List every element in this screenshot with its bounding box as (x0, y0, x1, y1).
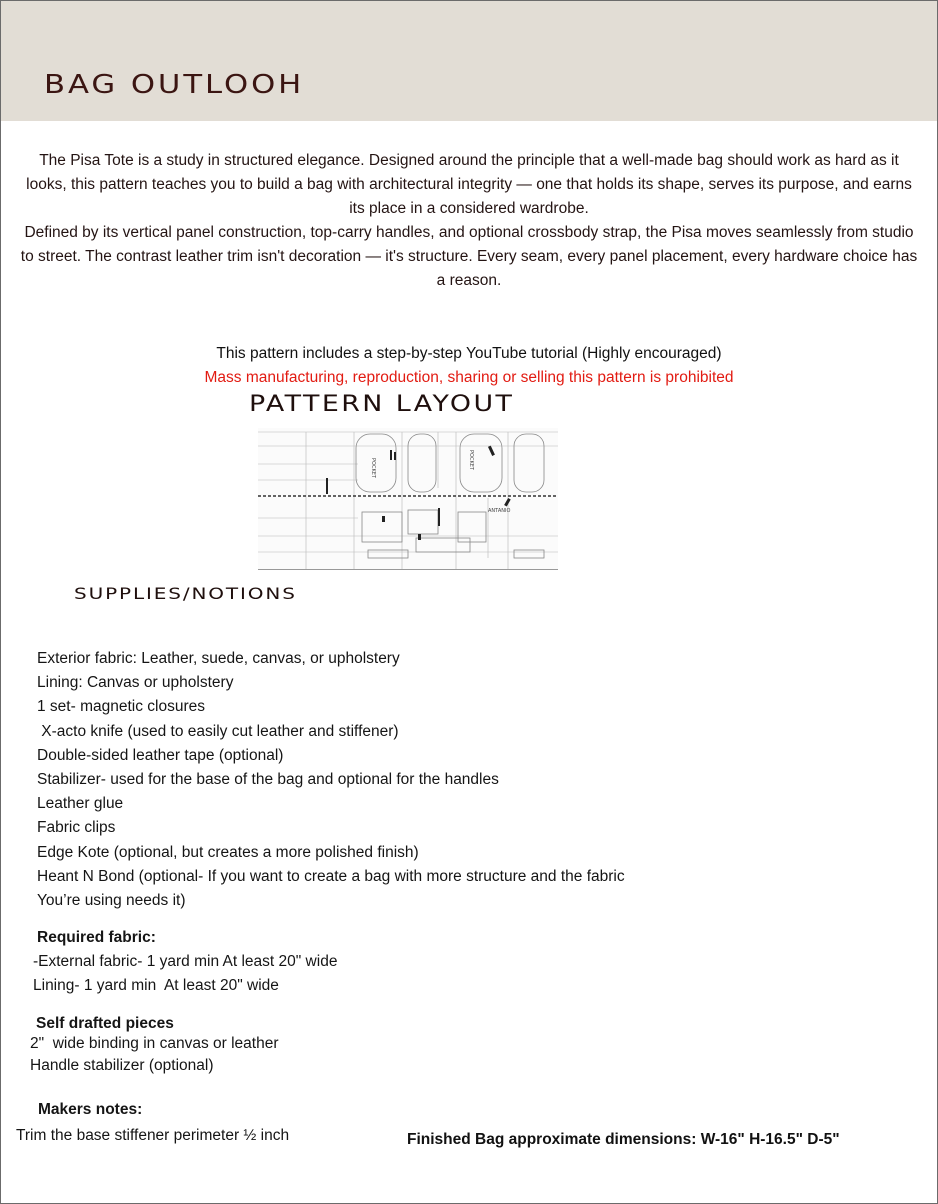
notice-block (0, 342, 938, 390)
tutorial-note: This pattern includes a step-by-step YouTube tutorial (Highly encouraged) (216, 345, 722, 362)
self-drafted-heading: Self drafted pieces (36, 1015, 174, 1032)
page-title: BAG OUTLOOH (44, 70, 305, 100)
supply-item: You’re using needs it) (37, 892, 186, 910)
fabric-line: -External fabric- 1 yard min At least 20" wide (33, 953, 338, 970)
supply-item: Leather glue (37, 795, 124, 813)
pattern-layout-drawing (258, 428, 558, 569)
intro-paragraph-2: Defined by its vertical panel construction, top-carry handles, and optional crossbody strap, the Pisa moves seamlessly from studio to street. The contrast leather trim isn't decoration — it's structure. Every seam, every panel placement, every hardware choice has a reason. (20, 224, 918, 289)
supply-item: Double-sided leather tape (optional) (37, 746, 284, 764)
drafted-line: 2" wide binding in canvas or leather (30, 1035, 279, 1052)
intro-text (18, 149, 920, 293)
intro-paragraph-1: The Pisa Tote is a study in structured elegance. Designed around the principle that a well-made bag should work as hard as it looks, this pattern teaches you to build a bag with architectural integrity — one that holds its shape, serves its purpose, and earns its place in a considered wardrobe. (26, 152, 912, 217)
layout-label-antanio: ANTANIO (488, 508, 511, 514)
required-fabric-lines (33, 950, 337, 998)
supply-item: Fabric clips (37, 819, 116, 837)
supply-item: Heant N Bond (optional- If you want to create a bag with more structure and the fabric (37, 867, 625, 885)
required-fabric-block (37, 926, 156, 950)
layout-label-pocket-2: POCKET (468, 450, 474, 470)
makers-notes-text-block (16, 1124, 289, 1148)
layout-label-pocket-1: POCKET (370, 458, 376, 478)
supplies-heading: SUPPLIES/NOTIONS (74, 584, 297, 603)
header-band (1, 1, 937, 121)
copyright-warning: Mass manufacturing, reproduction, sharing or selling this pattern is prohibited (204, 369, 734, 386)
pattern-layout-image (258, 428, 558, 570)
supply-item: Exterior fabric: Leather, suede, canvas, or upholstery (37, 650, 400, 667)
supply-item: Edge Kote (optional, but creates a more polished finish) (37, 843, 419, 861)
supply-item: Lining: Canvas or upholstery (37, 674, 234, 692)
self-drafted-lines (30, 1033, 278, 1077)
supplies-list (37, 647, 625, 913)
makers-notes-heading: Makers notes: (38, 1101, 143, 1118)
required-fabric-heading: Required fabric: (37, 929, 156, 946)
pattern-layout-heading: PATTERN LAYOUT (249, 392, 515, 417)
fabric-line: Lining- 1 yard min At least 20" wide (33, 977, 279, 994)
supply-item: 1 set- magnetic closures (37, 698, 205, 716)
makers-notes-block (38, 1098, 142, 1122)
supply-item: Stabilizer- used for the base of the bag and optional for the handles (37, 771, 499, 789)
finished-dimensions: Finished Bag approximate dimensions: W-16" H-16.5" D-5" (407, 1131, 840, 1148)
supply-item: X-acto knife (used to easily cut leather and stiffener) (37, 722, 399, 740)
drafted-line: Handle stabilizer (optional) (30, 1057, 214, 1074)
makers-notes-text: Trim the base stiffener perimeter ½ inch (16, 1127, 290, 1144)
